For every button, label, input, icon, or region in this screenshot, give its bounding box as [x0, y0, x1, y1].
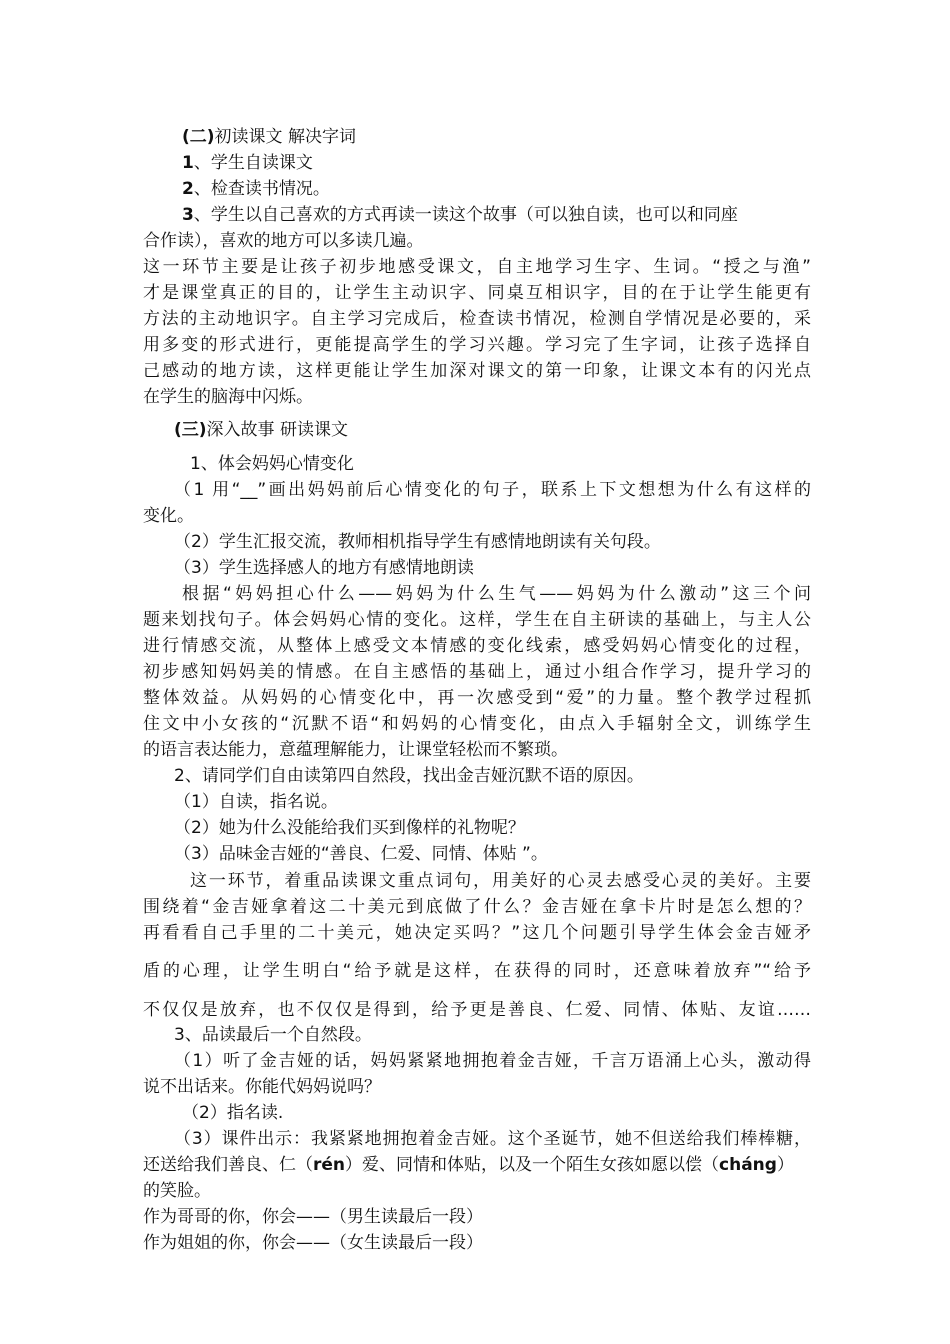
list-item-continuation: 还送给我们善良、仁（rén）爱、同情和体贴，以及一个陌生女孩如愿以偿（cháng）: [143, 1155, 794, 1175]
list-item: （2）她为什么没能给我们买到像样的礼物呢？: [174, 818, 525, 838]
subheading: 2、请同学们自由读第四自然段，找出金吉娅沉默不语的原因。: [174, 766, 644, 786]
paragraph-line: 题来划找句子。体会妈妈心情的变化。这样，学生在自主研读的基础上，与主人公: [143, 610, 811, 630]
subheading: 1、体会妈妈心情变化: [190, 454, 354, 474]
closing-line: 作为姐姐的你，你会——（女生读最后一段）: [143, 1233, 483, 1253]
paragraph-line: 盾的心理，让学生明白“给予就是这样，在获得的同时，还意味着放弃”“给予: [143, 961, 811, 981]
heading-text: 初读课文 解决字词: [214, 127, 356, 147]
section-heading-3: [174, 418, 348, 442]
list-item: （2）学生汇报交流，教师相机指导学生有感情地朗读有关句段。: [174, 532, 661, 552]
pinyin: cháng: [719, 1155, 777, 1175]
list-item: 3、学生以自己喜欢的方式再读一读这个故事（可以独自读，也可以和同座: [182, 205, 738, 225]
list-item-continuation: 变化。: [143, 506, 194, 526]
paragraph-line: 方法的主动地识字。自主学习完成后，检查读书情况，检测自学情况是必要的，采: [143, 309, 811, 329]
heading-number: (三): [174, 420, 207, 440]
paragraph-line: 初步感知妈妈美的情感。在自主感悟的基础上，通过小组合作学习，提升学习的: [143, 662, 811, 682]
list-item: （3）品味金吉娅的“善良、仁爱、同情、体贴 ”。: [174, 844, 548, 864]
list-item: （3）课件出示：我紧紧地拥抱着金吉娅。这个圣诞节，她不但送给我们棒棒糖，: [174, 1129, 811, 1149]
paragraph-line: 这一环节，着重品读课文重点词句，用美好的心灵去感受心灵的美好。主要: [190, 871, 811, 891]
paragraph-line: 住文中小女孩的“沉默不语“和妈妈的心情变化，由点入手辐射全文，训练学生: [143, 714, 811, 734]
heading-text: 深入故事 研读课文: [206, 420, 348, 440]
list-item: （1）自读，指名说。: [174, 792, 338, 812]
paragraph-line: 围绕着“金吉娅拿着这二十美元到底做了什么？金吉娅在拿卡片时是怎么想的？: [143, 897, 811, 917]
paragraph-line: 再看看自己手里的二十美元，她决定买吗？”这几个问题引导学生体会金吉娅矛: [143, 923, 811, 943]
pinyin: rén: [313, 1155, 346, 1175]
paragraph-line: 根据“妈妈担心什么——妈妈为什么生气——妈妈为什么激动”这三个问: [182, 584, 811, 604]
paragraph-line: 这一环节主要是让孩子初步地感受课文，自主地学习生字、生词。“授之与渔”: [143, 257, 811, 277]
subheading: 3、品读最后一个自然段。: [174, 1025, 372, 1045]
paragraph-line: 己感动的地方读，这样更能让学生加深对课文的第一印象，让课文本有的闪光点: [143, 361, 811, 381]
paragraph-line: 才是课堂真正的目的，让学生主动识字、同桌互相识字，目的在于让学生能更有: [143, 283, 811, 303]
list-item-continuation: 合作读），喜欢的地方可以多读几遍。: [143, 231, 424, 251]
heading-number: (二): [182, 127, 215, 147]
list-item: （1 用“__”画出妈妈前后心情变化的句子，联系上下文想想为什么有这样的: [174, 480, 811, 500]
paragraph-line: 的语言表达能力，意蕴理解能力，让课堂轻松而不繁琐。: [143, 740, 568, 760]
list-item: （1）听了金吉娅的话，妈妈紧紧地拥抱着金吉娅，千言万语涌上心头，激动得: [174, 1051, 811, 1071]
paragraph-line: 进行情感交流，从整体上感受文本情感的变化线索，感受妈妈心情变化的过程，: [143, 636, 811, 656]
paragraph-line: 整体效益。从妈妈的心情变化中，再一次感受到“爱”的力量。整个教学过程抓: [143, 688, 811, 708]
closing-line: 作为哥哥的你，你会——（男生读最后一段）: [143, 1207, 483, 1227]
list-item: 2、检查读书情况。: [182, 179, 330, 199]
section-heading-2: [182, 125, 356, 149]
paragraph-line: 用多变的形式进行，更能提高学生的学习兴趣。学习完了生字词，让孩子选择自: [143, 335, 811, 355]
paragraph-line: 在学生的脑海中闪烁。: [143, 387, 313, 407]
paragraph-line: 不仅仅是放弃，也不仅仅是得到，给予更是善良、仁爱、同情、体贴、友谊……: [143, 1000, 811, 1020]
list-item-continuation: 的笑脸。: [143, 1181, 211, 1201]
list-item-continuation: 说不出话来。你能代妈妈说吗？: [143, 1077, 381, 1097]
list-item: （2）指名读.: [182, 1103, 284, 1123]
list-item: （3）学生选择感人的地方有感情地朗读: [174, 558, 474, 578]
list-item: 1、学生自读课文: [182, 153, 313, 173]
